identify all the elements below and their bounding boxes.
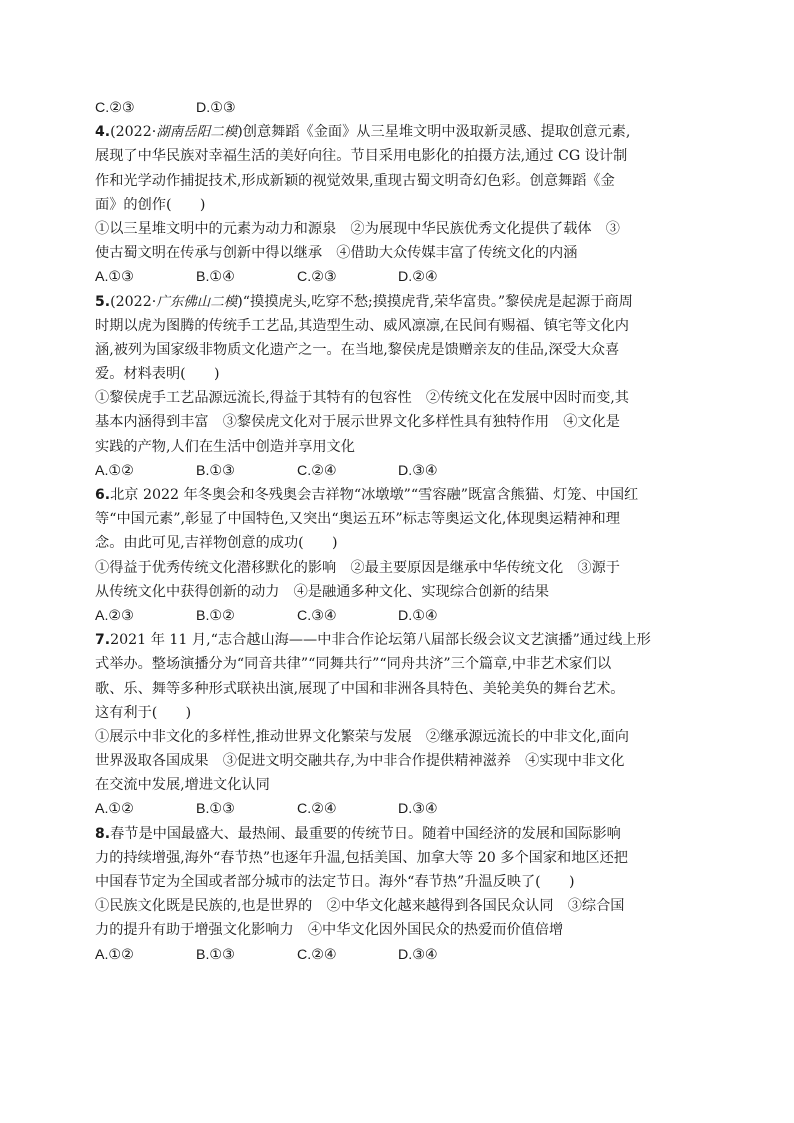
statement-text: ①民族文化既是民族的,也是世界的 ②中华文化越来越得到各国民众认同 ③综合国 bbox=[95, 898, 625, 915]
option-c[interactable]: C.②④ bbox=[297, 462, 337, 479]
stem-text: “摸摸虎头,吃穿不愁;摸摸虎背,荣华富贵。”黎侯虎是起源于商周 bbox=[242, 293, 633, 310]
option-d[interactable]: D.①④ bbox=[398, 607, 438, 624]
stem-text: 等“中国元素”,彰显了中国特色,又突出“奥运五环”标志等奥运文化,体现奥运精神和理 bbox=[95, 511, 620, 528]
option-a[interactable]: A.①② bbox=[95, 462, 134, 479]
question-number: 4 bbox=[95, 124, 105, 141]
stem-text: 北京 2022 年冬奥会和冬残奥会吉祥物“冰墩墩”“雪容融”既富含熊猫、灯笼、中国红 bbox=[110, 487, 639, 503]
question-page bbox=[95, 96, 695, 967]
option-a[interactable]: A.②③ bbox=[95, 607, 134, 624]
statement-text: 在交流中发展,增进文化认同 bbox=[95, 777, 270, 794]
option-b[interactable]: B.①③ bbox=[196, 946, 235, 963]
question-number: 7 bbox=[95, 632, 105, 649]
statement-text: 实践的产物,人们在生活中创造并享用文化 bbox=[95, 438, 355, 455]
stem-text: 中国春节定为全国或者部分城市的法定节日。海外“春节热”升温反映了( ) bbox=[95, 874, 575, 890]
option-d[interactable]: D.②④ bbox=[398, 269, 438, 286]
stem-text: 创意舞蹈《金面》从三星堆文明中汲取新灵感、提取创意元素, bbox=[242, 124, 631, 141]
option-c[interactable]: C.②④ bbox=[297, 946, 337, 963]
question-6 bbox=[95, 483, 695, 628]
stem-text: 作和光学动作捕捉技术,形成新颖的视觉效果,重现古蜀文明奇幻色彩。创意舞蹈《金 bbox=[95, 172, 615, 189]
answer-options bbox=[95, 604, 695, 628]
option-a[interactable]: A.①② bbox=[95, 801, 134, 818]
option-d[interactable]: D.③④ bbox=[398, 801, 438, 818]
statement-text: ①黎侯虎手工艺品源远流长,得益于其特有的包容性 ②传统文化在发展中因时而变,其 bbox=[95, 390, 629, 407]
statement-text: 使古蜀文明在传承与创新中得以继承 ④借助大众传媒丰富了传统文化的内涵 bbox=[95, 245, 578, 262]
source-close: ) bbox=[237, 124, 243, 141]
statement-text: 世界汲取各国成果 ③促进文明交融共存,为中非合作提供精神滋养 ④实现中非文化 bbox=[95, 753, 625, 770]
statement-text: ①得益于优秀传统文化潜移默化的影响 ②最主要原因是继承中华传统文化 ③源于 bbox=[95, 559, 620, 576]
option-b[interactable]: B.①② bbox=[196, 607, 235, 624]
stem-text: 这有利于( ) bbox=[95, 704, 192, 721]
question-5 bbox=[95, 290, 695, 484]
stem-text: 歌、乐、舞等多种形式联袂出演,展现了中国和非洲各具特色、美轮美奂的舞台艺术。 bbox=[95, 680, 625, 697]
option-c[interactable]: C.③④ bbox=[297, 607, 337, 624]
option-d[interactable]: D.①③ bbox=[196, 100, 236, 116]
statement-text: 从传统文化中获得创新的动力 ④是融通多种文化、实现综合创新的结果 bbox=[95, 583, 550, 600]
stem-text: 春节是中国最盛大、最热闹、最重要的传统节日。随着中国经济的发展和国际影响 bbox=[110, 825, 621, 842]
previous-question-options bbox=[95, 96, 695, 120]
question-7-line-1: 7.2021 年 11 月,“志合越山海——中非合作论坛第八届部长级会议文艺演播”通过线上形 bbox=[95, 632, 651, 649]
source-open: (2022· bbox=[110, 124, 157, 141]
option-b[interactable]: B.①③ bbox=[196, 801, 235, 818]
stem-text: 力的持续增强,海外“春节热”也逐年升温,包括美国、加拿大等 20 多个国家和地区还把 bbox=[95, 849, 628, 866]
option-b[interactable]: B.①③ bbox=[196, 462, 235, 479]
stem-text: 涵,被列为国家级非物质文化遗产之一。在当地,黎侯虎是馈赠亲友的佳品,深受大众喜 bbox=[95, 341, 620, 358]
question-number: 8 bbox=[95, 825, 105, 842]
source-open: (2022· bbox=[110, 293, 157, 310]
stem-text: 2021 年 11 月,“志合越山海——中非合作论坛第八届部长级会议文艺演播”通过线上形 bbox=[110, 632, 651, 649]
statement-text: ①展示中非文化的多样性,推动世界文化繁荣与发展 ②继承源远流长的中非文化,面向 bbox=[95, 728, 629, 745]
question-number: 5 bbox=[95, 293, 105, 310]
stem-text: 展现了中华民族对幸福生活的美好向往。节目采用电影化的拍摄方法,通过 CG 设计制 bbox=[95, 148, 628, 165]
stem-text: 式举办。整场演播分为“同音共律”“同舞共行”“同舟共济”三个篇章,中非艺术家们以 bbox=[95, 656, 612, 673]
option-c[interactable]: C.②③ bbox=[297, 269, 337, 286]
option-d[interactable]: D.③④ bbox=[398, 462, 438, 479]
question-number: 6 bbox=[95, 487, 105, 503]
option-c[interactable]: C.②③ bbox=[95, 100, 135, 116]
answer-options bbox=[95, 943, 695, 967]
option-a[interactable]: A.①③ bbox=[95, 269, 134, 286]
answer-options bbox=[95, 265, 695, 289]
question-source: 广东佛山二模 bbox=[156, 293, 238, 310]
option-a[interactable]: A.①② bbox=[95, 946, 134, 963]
question-7 bbox=[95, 628, 695, 822]
question-4-line-1: 4.(2022·湖南岳阳二模)创意舞蹈《金面》从三星堆文明中汲取新灵感、提取创意元素, bbox=[95, 124, 631, 141]
stem-text: 时期以虎为图腾的传统手工艺品,其造型生动、威风凛凛,在民间有赐福、镇宅等文化内 bbox=[95, 317, 629, 334]
question-8 bbox=[95, 822, 695, 967]
question-5-line-1: 5.(2022·广东佛山二模)“摸摸虎头,吃穿不愁;摸摸虎背,荣华富贵。”黎侯虎是起源于商周 bbox=[95, 293, 633, 310]
statement-text: 基本内涵得到丰富 ③黎侯虎文化对于展示世界文化多样性具有独特作用 ④文化是 bbox=[95, 414, 620, 431]
option-b[interactable]: B.①④ bbox=[196, 269, 235, 286]
option-d[interactable]: D.③④ bbox=[398, 946, 438, 963]
question-4 bbox=[95, 120, 695, 289]
statement-text: ①以三星堆文明中的元素为动力和源泉 ②为展现中华民族优秀文化提供了载体 ③ bbox=[95, 220, 620, 237]
answer-options bbox=[95, 797, 695, 821]
statement-text: 力的提升有助于增强文化影响力 ④中华文化因外国民众的热爱而价值倍增 bbox=[95, 922, 564, 939]
question-source: 湖南岳阳二模 bbox=[156, 124, 238, 141]
question-8-line-1: 8.春节是中国最盛大、最热闹、最重要的传统节日。随着中国经济的发展和国际影响 bbox=[95, 825, 621, 842]
stem-text: 面》的创作( ) bbox=[95, 196, 206, 213]
stem-text: 念。由此可见,吉祥物创意的成功( ) bbox=[95, 535, 338, 552]
source-close: ) bbox=[237, 293, 243, 310]
option-c[interactable]: C.②④ bbox=[297, 801, 337, 818]
answer-options bbox=[95, 459, 695, 483]
question-6-line-1: 6.北京 2022 年冬奥会和冬残奥会吉祥物“冰墩墩”“雪容融”既富含熊猫、灯笼、中国红 bbox=[95, 487, 639, 503]
stem-text: 爱。材料表明( ) bbox=[95, 366, 220, 383]
